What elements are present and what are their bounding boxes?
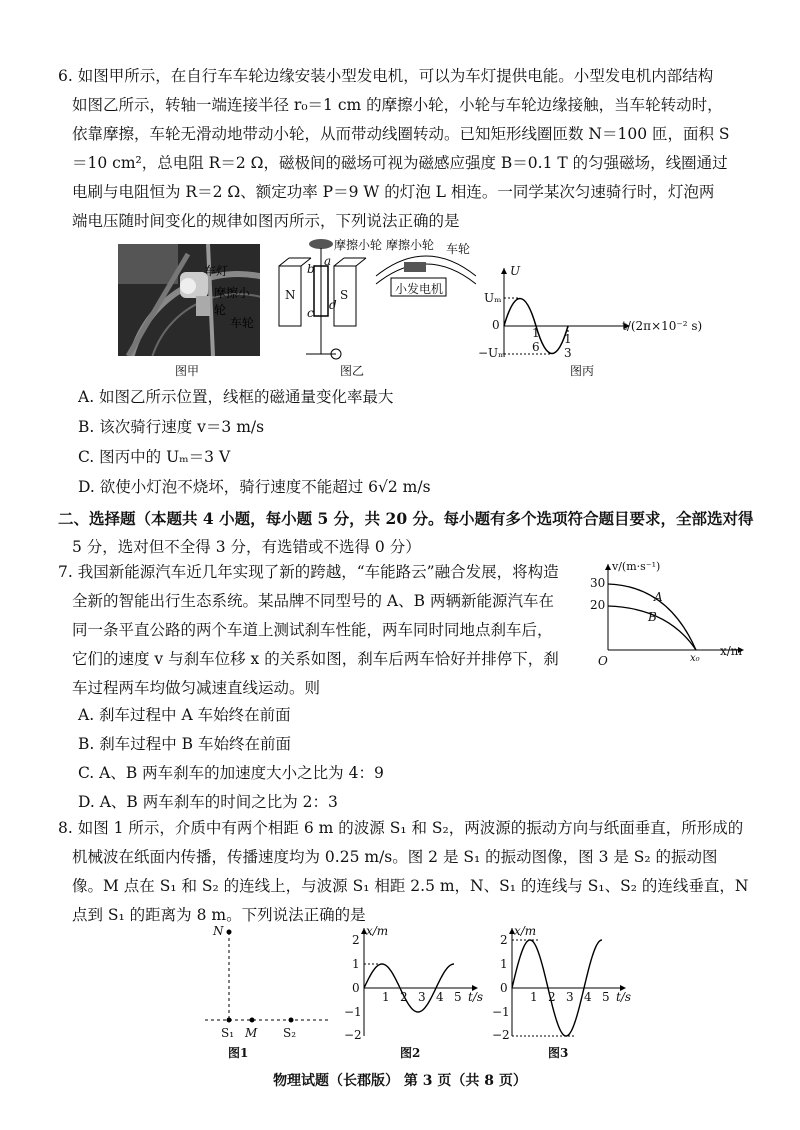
chart-ylabel: v/(m·s⁻¹) — [612, 560, 661, 573]
fig-bing — [478, 264, 714, 361]
caption-fig1: 图1 — [228, 1046, 249, 1060]
caption-jia: 图甲 — [175, 364, 200, 378]
fig3-xtick: 1 — [530, 990, 538, 1004]
label-c: c — [307, 306, 314, 320]
label-a: a — [324, 254, 332, 268]
q7-options — [78, 702, 384, 815]
point-S1: S₁ — [221, 1026, 235, 1040]
tick-neg-Um: −Uₘ — [478, 346, 506, 360]
q7-line: 车过程两车均做匀减速直线运动。则 — [72, 679, 321, 697]
q7-line: 全新的智能出行生态系统。某品牌不同型号的 A、B 两辆新能源汽车在 — [72, 592, 554, 610]
caption-yi: 图乙 — [340, 364, 365, 378]
q6-line: 电刷与电阻恒为 R＝2 Ω、额定功率 P＝9 W 的灯泡 L 相连。一同学某次匀速骑行时，灯泡两 — [72, 183, 715, 201]
q8-fig1 — [205, 924, 335, 1044]
q6-option-d: D. 欲使小灯泡不烧坏，骑行速度不能超过 6√2 m/s — [78, 478, 431, 496]
fig3-ylabel: x/m — [514, 924, 537, 938]
fig3-ytick: −2 — [492, 1028, 510, 1042]
caption-bing: 图丙 — [570, 364, 595, 378]
section-2-line: 二、选择题（本题共 4 小题，每小题 5 分，共 20 分。每小题有多个选项符合题目要求，全部选对得 — [58, 509, 754, 528]
point-M: M — [245, 1026, 258, 1040]
tick-Um: Uₘ — [484, 291, 502, 305]
q7-option-a: A. 刹车过程中 A 车始终在前面 — [78, 706, 291, 724]
caption-fig2: 图2 — [400, 1046, 421, 1060]
fig2-ytick: 0 — [352, 981, 360, 995]
q6-line: 依靠摩擦，车轮无滑动地带动小轮，从而带动线圈转动。已知矩形线圈匝数 N＝100 匝，面积 S — [72, 125, 730, 143]
q6-line: ＝10 cm²，总电阻 R＝2 Ω，磁极间的磁场可视为磁感应强度 B＝0.1 T 的匀强磁场，线圈通过 — [72, 154, 728, 172]
fig3-xlabel: t/s — [616, 990, 632, 1004]
tick-zero: 0 — [492, 318, 500, 332]
fig3-xtick: 4 — [584, 990, 592, 1004]
q6-stem — [58, 62, 748, 236]
q8-fig2 — [342, 924, 492, 1044]
tick-1-3-num: 1 — [564, 332, 572, 346]
fig2-xlabel: t/s — [468, 990, 484, 1004]
chart-x0: x₀ — [690, 653, 700, 664]
fig2-xtick: 3 — [418, 990, 426, 1004]
fig2-ytick: −2 — [344, 1028, 362, 1042]
q7-line: 它们的速度 v 与刹车位移 x 的关系如图，刹车后两车恰好并排停下，刹 — [72, 650, 559, 668]
label-N: N — [285, 288, 296, 302]
fig2-xtick: 4 — [436, 990, 444, 1004]
point-N: N — [213, 924, 224, 938]
label-friction-wheel-2: 摩擦小轮 — [386, 238, 435, 252]
s1-vibration-graph — [342, 924, 492, 1044]
fig3-ytick: −1 — [492, 1005, 510, 1019]
tick-1-3-den: 3 — [564, 346, 572, 360]
fig2-ytick: 2 — [352, 933, 360, 947]
q6-line: 6. 如图甲所示，在自行车车轮边缘安装小型发电机，可以为车灯提供电能。小型发电机内部结构 — [58, 67, 714, 85]
tick-1-6-num: 1 — [532, 326, 540, 340]
q7-option-b: B. 刹车过程中 B 车始终在前面 — [78, 735, 291, 753]
label-wheel: 车轮 — [230, 316, 255, 330]
chart-label-A: A — [654, 590, 663, 604]
q8-line: 8. 如图 1 所示，介质中有两个相距 6 m 的波源 S₁ 和 S₂，两波源的振动方向与纸面垂直，所形成的 — [58, 819, 744, 837]
label-lamp: 车灯 — [204, 264, 229, 278]
label-friction-wheel-1: 摩擦小轮 — [334, 238, 383, 252]
q8-stem — [58, 814, 748, 930]
caption-fig3: 图3 — [548, 1046, 569, 1060]
label-wheel: 车轮 — [446, 242, 471, 256]
chart-origin: O — [598, 654, 608, 668]
label-S: S — [340, 288, 349, 302]
axis-U: U — [510, 264, 521, 278]
q8-line: 点到 S₁ 的距离为 8 m。下列说法正确的是 — [72, 906, 366, 924]
fig3-xtick: 2 — [548, 990, 556, 1004]
label-friction-wheel: 摩擦小轮 — [214, 286, 251, 317]
q6-options — [78, 384, 431, 500]
q6-option-b: B. 该次骑行速度 v＝3 m/s — [78, 418, 265, 436]
chart-xlabel: x/m — [720, 644, 743, 658]
page-footer: 物理试题（长郡版） 第 3 页（共 8 页） — [273, 1073, 527, 1089]
chart-y30: 30 — [590, 576, 606, 590]
q6-line: 端电压随时间变化的规律如图丙所示，下列说法正确的是 — [72, 212, 460, 230]
fig2-xtick: 1 — [382, 990, 390, 1004]
q7-line: 7. 我国新能源汽车近几年实现了新的跨越，“车能路云”融合发展，将构造 — [58, 563, 559, 581]
fig2-ylabel: x/m — [366, 924, 389, 938]
q8-line: 机械波在纸面内传播，传播速度均为 0.25 m/s。图 2 是 S₁ 的振动图像，图 3 是 S₂ 的振动图 — [72, 848, 718, 866]
q7-chart — [588, 560, 748, 670]
fig3-ytick: 0 — [500, 981, 508, 995]
s2-vibration-graph — [490, 924, 640, 1044]
q6-option-a: A. 如图乙所示位置，线框的磁通量变化率最大 — [78, 388, 394, 406]
fig2-ytick: 1 — [352, 957, 360, 971]
fig3-ytick: 1 — [500, 957, 508, 971]
point-S2: S₂ — [283, 1026, 297, 1040]
q7-option-c: C. A、B 两车刹车的加速度大小之比为 4：9 — [78, 764, 384, 782]
label-generator: 小发电机 — [395, 282, 444, 296]
section-2-header — [58, 504, 754, 562]
fig3-xtick: 3 — [566, 990, 574, 1004]
tick-1-6-den: 6 — [532, 340, 540, 354]
fig-jia — [118, 244, 260, 356]
label-b: b — [307, 262, 315, 276]
q8-fig3 — [490, 924, 640, 1044]
fig2-xtick: 5 — [454, 990, 462, 1004]
chart-label-B: B — [648, 610, 657, 624]
q8-line: 像。M 点在 S₁ 和 S₂ 的连线上，与波源 S₁ 相距 2.5 m，N、S₁ 的连线与 S₁、S₂ 的连线垂直，N — [72, 877, 749, 895]
voltage-time-graph — [484, 266, 714, 361]
fig-yi — [276, 236, 476, 366]
fig2-xtick: 2 — [400, 990, 408, 1004]
q6-line: 如图乙所示，转轴一端连接半径 r₀＝1 cm 的摩擦小轮，小轮与车轮边缘接触，当车轮转动时， — [72, 96, 723, 114]
section-2-line: 5 分，选对但不全得 3 分，有选错或不选得 0 分） — [72, 538, 421, 556]
fig2-ytick: −1 — [344, 1005, 362, 1019]
label-d: d — [329, 298, 337, 312]
q6-option-c: C. 图丙中的 Uₘ＝3 V — [78, 448, 231, 466]
q7-option-d: D. A、B 两车刹车的时间之比为 2：3 — [78, 793, 338, 811]
axis-t: t/(2π×10⁻² s) — [622, 319, 703, 333]
chart-y20: 20 — [590, 598, 606, 612]
fig3-ytick: 2 — [500, 933, 508, 947]
fig3-xtick: 5 — [602, 990, 610, 1004]
q7-line: 同一条平直公路的两个车道上测试刹车性能，两车同时同地点刹车后， — [72, 621, 553, 639]
